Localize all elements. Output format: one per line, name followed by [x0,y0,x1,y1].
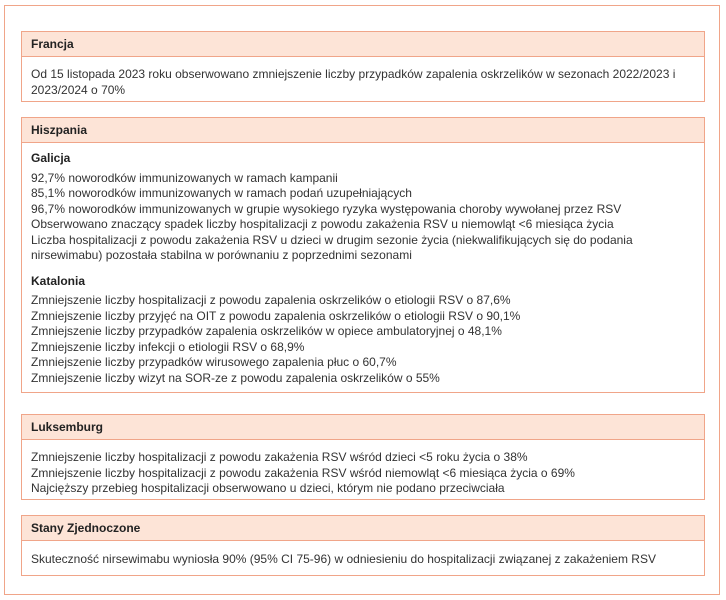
list-item: Zmniejszenie liczby hospitalizacji z powodu zakażenia RSV wśród dzieci <5 roku życia o 38% [31,450,528,464]
section-paragraph: Skuteczność nirsewimabu wyniosła 90% (95% CI 75-96) w odniesieniu do hospitalizacji związanej z zakażeniem RSV [31,552,656,566]
section-title: Hiszpania [22,118,704,143]
subsection-title-galicja: Galicja [31,151,71,165]
section-title: Francja [22,32,704,57]
section-title: Stany Zjednoczone [22,516,704,541]
list-item: Zmniejszenie liczby przypadków zapalenia oskrzelików w opiece ambulatoryjnej o 48,1% [31,324,502,338]
section-francja [21,31,705,102]
list-item: Liczba hospitalizacji z powodu zakażenia RSV u dzieci w drugim sezonie życia (niekwalifikujących się do podania nirsewimabu) pozostała stabilna w porównaniu z poprzednimi sezonami [31,232,633,262]
section-luksemburg [21,414,705,500]
list-item: 92,7% noworodków immunizowanych w ramach kampanii [31,170,338,185]
section-stany-zjednoczone [21,515,705,576]
section-paragraph: Od 15 listopada 2023 roku obserwowano zmniejszenie liczby przypadków zapalenia oskrzelików w sezonach 2022/2023 i 2023/2024 o 70% [31,67,676,97]
section-hiszpania [21,117,705,393]
list-item: Zmniejszenie liczby przypadków wirusowego zapalenia płuc o 60,7% [31,355,397,369]
list-item: 96,7% noworodków immunizowanych w grupie wysokiego ryzyka występowania choroby wywołanej przez RSV [31,201,622,216]
list-item: Obserwowano znaczący spadek liczby hospitalizacji z powodu zakażenia RSV u niemowląt <6 miesiąca życia [31,217,614,231]
list-item: Zmniejszenie liczby hospitalizacji z powodu zakażenia RSV wśród niemowląt <6 miesiąca życia o 69% [31,465,575,480]
list-item: Zmniejszenie liczby wizyt na SOR-ze z powodu zapalenia oskrzelików o 55% [31,370,440,385]
list-item: 85,1% noworodków immunizowanych w ramach podań uzupełniających [31,186,412,200]
list-item: Zmniejszenie liczby hospitalizacji z powodu zapalenia oskrzelików o etiologii RSV o 87,6% [31,293,511,307]
list-item: Zmniejszenie liczby infekcji o etiologii RSV o 68,9% [31,339,305,354]
list-item: Zmniejszenie liczby przyjęć na OIT z powodu zapalenia oskrzelików o etiologii RSV o 90,1% [31,308,521,323]
section-title: Luksemburg [22,415,704,440]
subsection-title-katalonia: Katalonia [31,273,86,288]
list-item: Najcięższy przebieg hospitalizacji obserwowano u dzieci, którym nie podano przeciwciała [31,481,505,495]
